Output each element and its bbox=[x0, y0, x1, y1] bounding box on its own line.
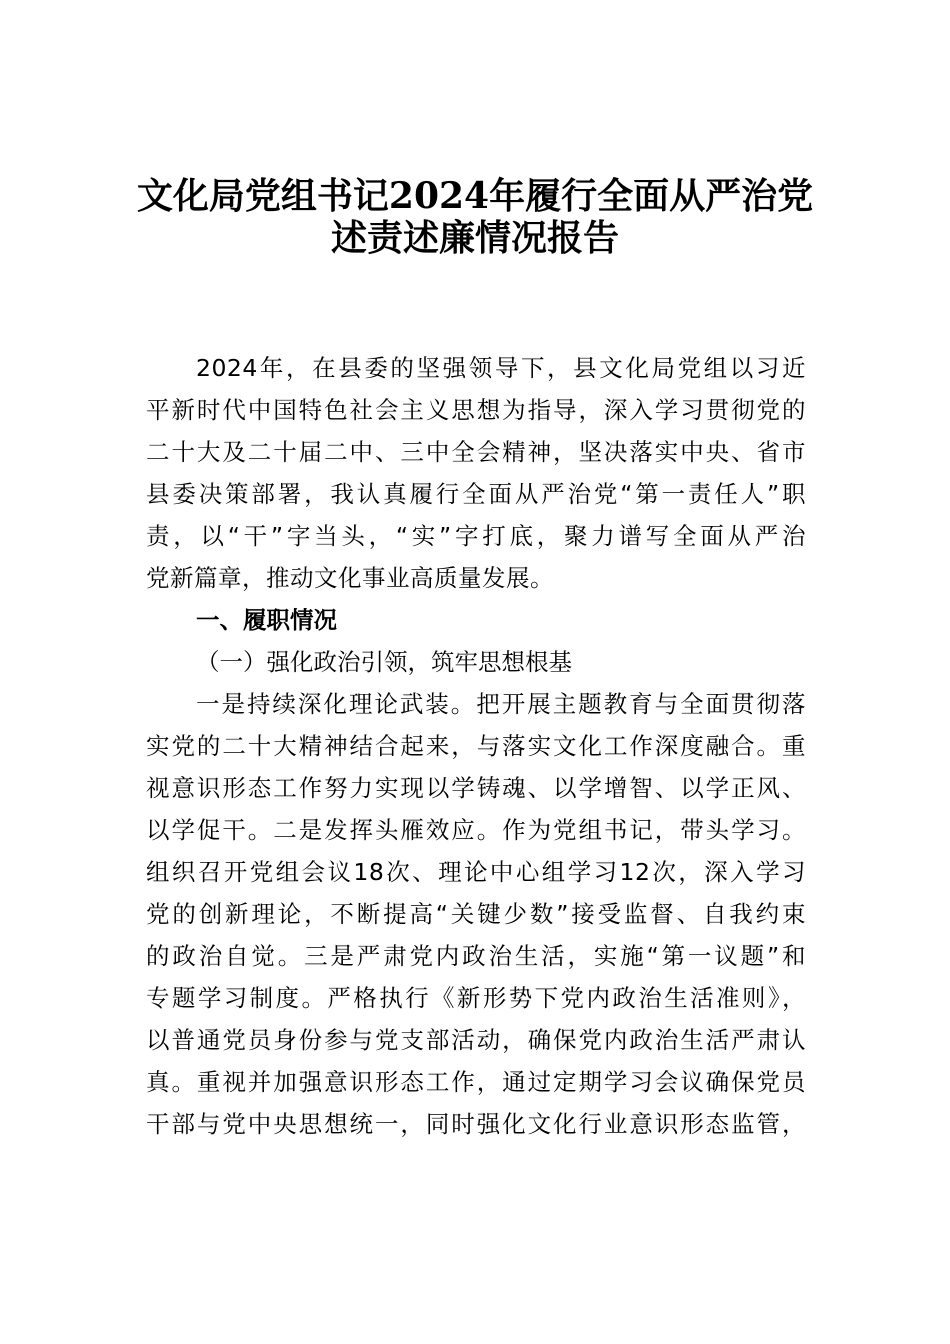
body-paragraph-line: 以普通党员身份参与党支部活动，确保党内政治生活严肃认 bbox=[146, 1026, 806, 1054]
body-paragraph-line: 的政治自觉。三是严肃党内政治生活，实施“第一议题”和 bbox=[146, 942, 806, 970]
intro-paragraph-line: 党新篇章，推动文化事业高质量发展。 bbox=[146, 564, 554, 592]
intro-paragraph-line: 二十大及二十届二中、三中全会精神，坚决落实中央、省市 bbox=[146, 438, 806, 466]
section-heading: 一、履职情况 bbox=[196, 606, 337, 634]
intro-paragraph-line: 责，以“干”字当头，“实”字打底，聚力谱写全面从严治 bbox=[146, 522, 806, 550]
document-title-line-1: 文化局党组书记2024年履行全面从严治党 bbox=[136, 175, 814, 217]
body-paragraph-line: 真。重视并加强意识形态工作，通过定期学习会议确保党员 bbox=[146, 1068, 806, 1096]
intro-paragraph-line: 2024年，在县委的坚强领导下，县文化局党组以习近 bbox=[196, 354, 806, 382]
body-paragraph-line: 一是持续深化理论武装。把开展主题教育与全面贯彻落 bbox=[196, 690, 806, 718]
intro-paragraph-line: 平新时代中国特色社会主义思想为指导，深入学习贯彻党的 bbox=[146, 396, 806, 424]
intro-paragraph-line: 县委决策部署，我认真履行全面从严治党“第一责任人”职 bbox=[146, 480, 806, 508]
body-paragraph-line: 组织召开党组会议18次、理论中心组学习12次，深入学习 bbox=[146, 858, 806, 886]
body-paragraph-line: 视意识形态工作努力实现以学铸魂、以学增智、以学正风、 bbox=[146, 774, 806, 802]
body-paragraph-line: 专题学习制度。严格执行《新形势下党内政治生活准则》， bbox=[146, 984, 806, 1012]
body-paragraph-line: 干部与党中央思想统一，同时强化文化行业意识形态监管， bbox=[146, 1110, 806, 1138]
body-paragraph-line: 实党的二十大精神结合起来，与落实文化工作深度融合。重 bbox=[146, 732, 806, 760]
body-paragraph-line: 以学促干。二是发挥头雁效应。作为党组书记，带头学习。 bbox=[146, 816, 806, 844]
document-title-line-2: 述责述廉情况报告 bbox=[330, 217, 619, 259]
subsection-heading: （一）强化政治引领，筑牢思想根基 bbox=[196, 648, 572, 676]
body-paragraph-line: 党的创新理论，不断提高“关键少数”接受监督、自我约束 bbox=[146, 900, 806, 928]
